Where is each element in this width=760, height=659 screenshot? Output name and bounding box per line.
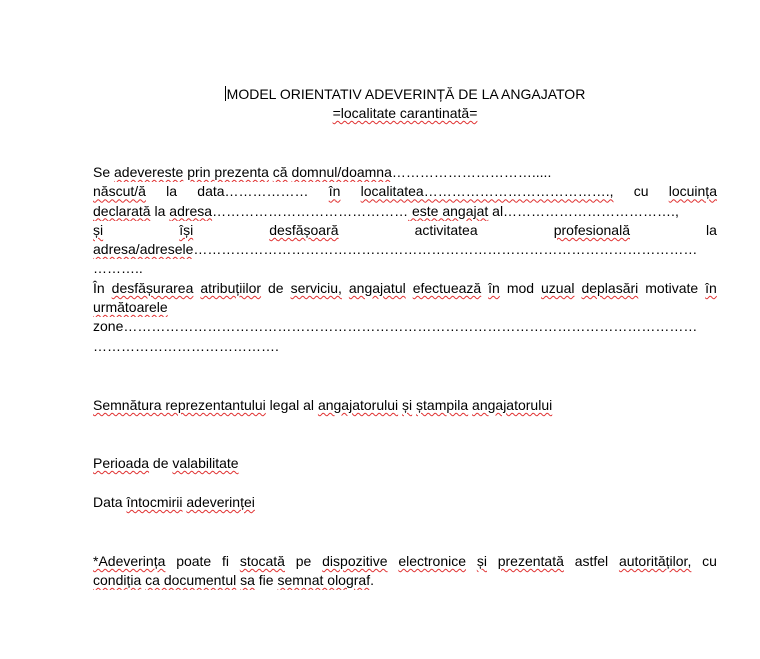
body-line-7 xyxy=(93,279,717,298)
document-subtitle xyxy=(0,105,760,122)
body-line-10 xyxy=(93,337,717,356)
text-span: serviciu, xyxy=(290,279,342,296)
text-span: angajatorului xyxy=(317,397,399,413)
dotted-fill: ……….. xyxy=(93,260,143,277)
body-line-8 xyxy=(93,298,717,317)
text-span: Se xyxy=(93,164,115,180)
certificate-body xyxy=(93,163,717,356)
text-span: adeverinței xyxy=(186,494,255,510)
text-span: autorităților, xyxy=(618,553,692,569)
text-span: că xyxy=(272,164,288,180)
body-line-5 xyxy=(93,240,717,259)
body-line-6 xyxy=(93,259,717,278)
text-span: își xyxy=(179,221,194,238)
dotted-fill: …………………………………… xyxy=(212,202,409,219)
text-span: ștampila xyxy=(416,397,469,413)
text-span: în xyxy=(328,183,341,200)
text-span: cu xyxy=(702,553,717,569)
text-span: desfășoară xyxy=(269,221,339,238)
text-span: angajatul xyxy=(348,279,406,296)
validity-period xyxy=(93,455,239,472)
text-span: și xyxy=(93,221,104,238)
text-span: uzual xyxy=(541,279,575,296)
text-span: la xyxy=(166,183,178,200)
text-span: efectuează xyxy=(412,279,482,296)
text-span: este angajat xyxy=(408,202,489,219)
body-line-9 xyxy=(93,317,717,336)
document-title xyxy=(0,86,760,103)
text-span: activitatea xyxy=(414,221,478,238)
text-span: Semnătura reprezentantului xyxy=(93,397,266,413)
text-span: ca documentul xyxy=(145,572,237,588)
body-line-4 xyxy=(93,221,717,240)
text-span: domnul/doamna xyxy=(291,164,392,180)
text-span: profesională xyxy=(553,221,630,238)
body-line-2 xyxy=(93,182,717,201)
text-span: întocmirii xyxy=(126,494,183,510)
text-span: declarată xyxy=(93,202,151,219)
document-subtitle-text: =localitate carantinată= xyxy=(332,105,478,121)
text-span: sa xyxy=(240,572,255,588)
text-span: cu xyxy=(633,183,649,200)
text-span: condiția xyxy=(93,572,142,588)
text-span: pe xyxy=(295,553,312,569)
text-span: Data xyxy=(93,494,127,510)
text-span: în xyxy=(488,279,500,296)
text-span: *Adeverința xyxy=(93,553,166,569)
dotted-fill: …………………………………. xyxy=(93,337,279,354)
text-span: locuința xyxy=(668,183,717,200)
text-span: prin prezenta xyxy=(187,164,269,180)
text-span: deplasări xyxy=(581,279,639,296)
text-span: În xyxy=(93,279,105,296)
body-line-3 xyxy=(93,202,717,221)
text-span: localitatea…………………………………., xyxy=(360,183,614,200)
text-span: motivate xyxy=(645,279,699,296)
text-span: adresa/adresele xyxy=(93,241,194,258)
text-span: legal al xyxy=(265,397,318,413)
text-span: poate xyxy=(176,553,212,569)
text-cursor xyxy=(225,86,226,101)
text-span: semnat olograf xyxy=(277,572,371,588)
footnote-line-2 xyxy=(93,571,717,590)
text-span: de xyxy=(268,279,284,296)
dotted-fill: …………………………..... xyxy=(391,164,552,180)
text-span: data……………… xyxy=(197,183,309,200)
text-span: stocată xyxy=(239,553,285,569)
dotted-fill: ……………………………………………………………………………………………… xyxy=(193,241,698,258)
text-span: și xyxy=(476,553,487,569)
footnote xyxy=(93,552,717,590)
text-span: zone xyxy=(93,318,124,335)
text-span: dispozitive xyxy=(322,553,388,569)
text-span: angajatorului xyxy=(472,397,553,413)
text-span: atribuțiilor xyxy=(200,279,262,296)
text-span: mod xyxy=(506,279,535,296)
text-span: prezentată xyxy=(497,553,564,569)
text-span: în xyxy=(705,279,717,296)
text-span: la xyxy=(150,202,170,219)
text-span: la xyxy=(706,221,717,238)
text-span: de xyxy=(149,455,173,471)
signature-line xyxy=(93,397,552,414)
text-span: și xyxy=(402,397,413,413)
text-span: fi xyxy=(222,553,230,569)
text-span: valabilitate xyxy=(172,455,239,471)
text-span: astfel xyxy=(574,553,609,569)
text-span: Perioada xyxy=(93,455,150,471)
document-title-text: MODEL ORIENTATIV ADEVERINȚĂ DE LA ANGAJATOR xyxy=(226,86,586,102)
text-span: născut/ă xyxy=(93,183,146,200)
footnote-line-1 xyxy=(93,552,717,571)
text-span: adevereste xyxy=(114,164,184,180)
text-span: al………………………………., xyxy=(488,202,679,219)
text-span: următoarele xyxy=(93,299,168,316)
issue-date xyxy=(93,494,255,511)
dotted-fill: …………………………………………………………………………………………………………… xyxy=(123,318,698,335)
text-span: fie xyxy=(254,572,278,588)
text-span: adresa xyxy=(169,202,213,219)
text-span: . xyxy=(370,572,374,588)
text-span: desfășurarea xyxy=(111,279,194,296)
text-span: electronice xyxy=(398,553,467,569)
body-line-1 xyxy=(93,163,717,182)
